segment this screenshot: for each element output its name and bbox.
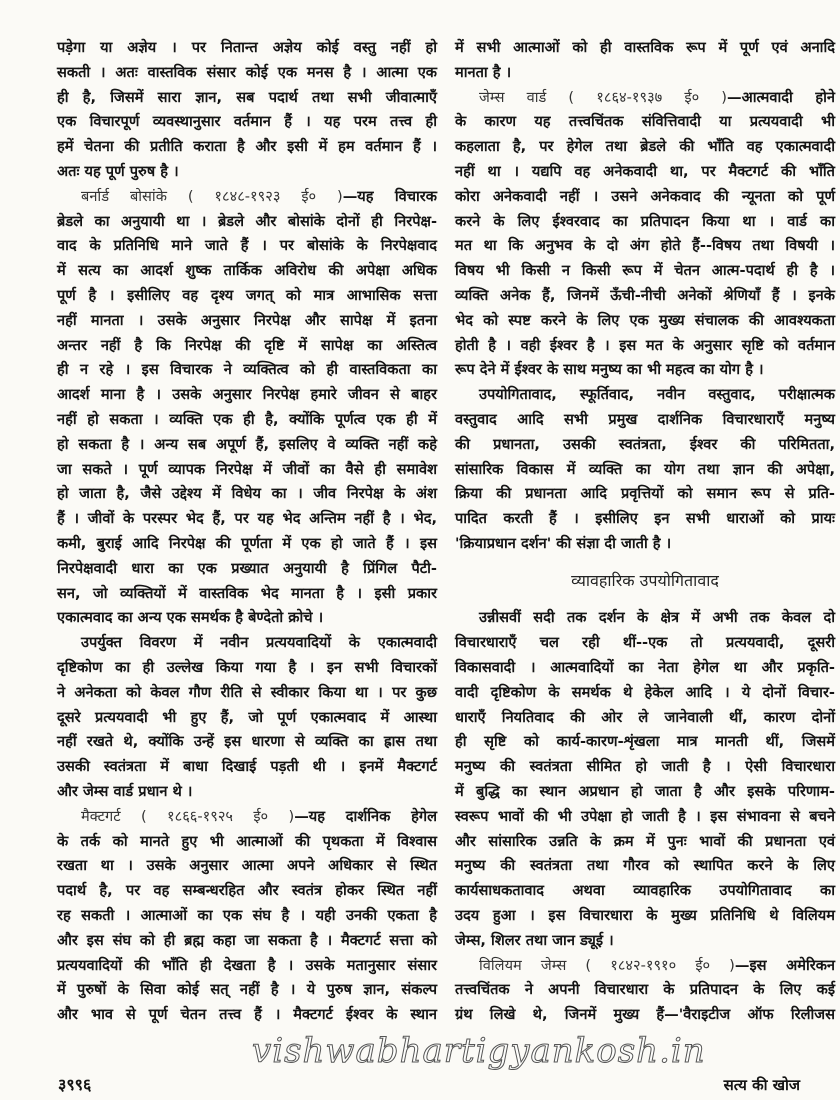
text-line [57, 805, 437, 830]
text-line: पदार्थ है, पर वह सम्बन्धरहित और स्वतंत्र होकर स्थित नहीं [57, 882, 437, 900]
text-line: विचारधाराएँ चल रही थीं--एक तो प्रत्ययवादी, दूसरी [455, 634, 835, 652]
text-line: मानता है । [455, 63, 512, 81]
entry-text: —यह विचारक [342, 187, 437, 205]
text-line: हो सकता है । अन्य सब अपूर्ण हैं, इसलिए वे व्यक्ति नहीं कहे [57, 435, 437, 453]
text-line [455, 954, 835, 979]
text-line: रखता था । उसके अनुसार आत्मा अपने अधिकार से स्थित [57, 857, 437, 875]
text-line: कार्यसाधकतावाद अथवा व्यावहारिक उपयोगितावाद का [455, 882, 835, 900]
text-line: उदय हुआ । इस विचारधारा के मुख्य प्रतिनिधि थे विलियम [455, 907, 835, 924]
text-line: पूर्ण है । इसीलिए वह दृश्य जगत् को मात्र आभासिक सत्ता [57, 287, 437, 304]
text-line: करने के लिए ईश्वरवाद का प्रतिपादन किया था । वार्ड का [455, 212, 835, 230]
left-column [57, 0, 437, 1030]
text-line: भेद को स्पष्ट करने के लिए एक मुख्य संचालक की आवश्यकता [455, 311, 835, 329]
section-heading: व्यावहारिक उपयोगितावाद [571, 571, 719, 591]
text-line: ब्रेडले का अनुयायी था । ब्रेडले और बोसांके दोनों ही निरपेक्ष- [57, 212, 437, 230]
text-line: में सत्य का आदर्श शुष्क तार्किक अविरोध की अपेक्षा अधिक [57, 262, 437, 280]
text-line [455, 86, 835, 111]
right-column [455, 0, 835, 1030]
text-line: एक विचारपूर्ण व्यवस्थानुसार वर्तमान हैं । यह परम तत्त्व ही [57, 113, 437, 131]
text-line: कहलाता है, पर हेगेल तथा ब्रेडले की भाँति वह एकात्मवादी [455, 138, 835, 156]
text-line: विषय भी किसी न किसी रूप में चेतन आत्म-पदार्थ ही है । [455, 262, 835, 280]
text-line: रूप देने में ईश्वर के साथ मनुष्य का भी महत्व का योग है । [455, 361, 764, 379]
text-line: हमें चेतना की प्रतीति कराता है और इसी में हम वर्तमान हैं । [57, 138, 437, 156]
text-line: मनुष्य की स्वतंत्रता तथा गौरव को स्थापित करने के लिए [455, 857, 835, 875]
entry-name-dates: जेम्स वार्ड ( १८६४-१९३७ ई० ) [479, 88, 728, 106]
text-line: ग्रंथ लिखे थे, जिनमें मुख्य हैं—'वैराइटीज ऑफ रिलीजस [455, 1006, 835, 1024]
text-line: नहीं मानता । उसके अनुसार निरपेक्ष और सापेक्ष में इतना [57, 311, 437, 329]
watermark: vishwabhartigyankosh.in [252, 1031, 706, 1071]
text-line: उपयोगितावाद, स्फूर्तिवाद, नवीन वस्तुवाद, परीक्षात्मक [479, 386, 835, 404]
text-line: सकती । अतः वास्तविक संसार कोई एक मनस है । आत्मा एक [57, 63, 437, 81]
text-line: विकासवादी । आत्मवादियों का नेता हेगेल था और प्रकृति- [455, 659, 835, 676]
text-line [57, 185, 437, 210]
text-line: होती है । वही ईश्वर है । इस मत के अनुसार सृष्टि को वर्तमान [455, 336, 835, 354]
text-line: नहीं हो सकता । व्यक्ति एक ही है, क्योंकि पूर्णत्व एक ही में [57, 411, 437, 428]
text-line: अतः यह पूर्ण पुरुष है । [57, 163, 179, 180]
text-line: और भाव से पूर्ण चेतन तत्त्व हैं । मैक्टगर्ट ईश्वर के स्थान [57, 1006, 437, 1024]
text-line: के कारण यह तत्त्वचिंतक संवित्तिवादी या प्रत्ययवादी भी [455, 113, 835, 131]
text-line: उसकी स्वतंत्रता में बाधा दिखाई पड़ती थी । इनमें मैक्टगर्ट [57, 758, 437, 776]
text-line: में बुद्धि का स्थान अप्रधान हो जाता है और इसके परिणाम- [455, 783, 835, 800]
entry-name-dates: विलियम जेम्स ( १८४२-१९१० ई० ) [479, 956, 735, 974]
text-line: कमी, बुराई आदि निरपेक्ष की पूर्णता में एक हो जाते हैं । इस [57, 535, 437, 552]
text-line: उपर्युक्त विवरण में नवीन प्रत्ययवादियों के एकात्मवादी [81, 634, 437, 652]
text-line: ही सृष्टि को कार्य-कारण-शृंखला मात्र मानती थीं, जिसमें [455, 733, 835, 751]
text-line: कोरा अनेकवादी नहीं । उसने अनेकवाद की न्यूनता को पूर्ण [455, 187, 835, 205]
entry-name-dates: मैक्टगर्ट ( १८६६-१९२५ ई० ) [81, 807, 295, 825]
text-line: क्रिया की प्रधानता आदि प्रवृत्तियों को समान रूप से प्रति- [455, 485, 835, 503]
text-line: एकात्मवाद का अन्य एक समर्थक है बेण्देतो क्रोचे । [57, 609, 324, 627]
text-line: धाराएँ नियतिवाद की ओर ले जानेवाली थीं, कारण दोनों [455, 708, 835, 726]
text-line: दृष्टिकोण का ही उल्लेख किया गया है । इन सभी विचारकों [57, 659, 437, 676]
text-line: 'क्रियाप्रधान दर्शन' की संज्ञा दी जाती है । [455, 535, 672, 552]
text-line: सन, जो व्यक्तियों में वास्तविक भेद मानता है । इसी प्रकार [57, 584, 437, 602]
text-line: ही है, जिसमें सारा ज्ञान, सब पदार्थ तथा सभी जीवात्माएँ [57, 88, 437, 106]
text-line: और इस संघ को ही ब्रह्म कहा जा सकता है । मैक्टगर्ट सत्ता को [57, 931, 437, 949]
text-line: उन्नीसवीं सदी तक दर्शन के क्षेत्र में अभी तक केवल दो [479, 609, 835, 627]
text-line: की प्रधानता, उसकी स्वतंत्रता, ईश्वर की परिमितता, [455, 435, 835, 453]
text-line: पादित करती हैं । इसीलिए इन सभी धाराओं को प्रायः [455, 510, 835, 528]
text-line: रह सकती । आत्माओं का एक संघ है । यही उनकी एकता है [57, 907, 437, 924]
text-line: मत था कि अनुभव के दो अंग होते हैं--विषय तथा विषयी । [455, 237, 835, 255]
text-line: हैं । जीवों के परस्पर भेद हैं, पर यह भेद अन्तिम नहीं है । भेद, [57, 510, 437, 528]
text-line: नहीं रखते थे, क्योंकि उन्हें इस धारणा से व्यक्ति का ह्रास तथा [57, 733, 437, 751]
text-line: जेम्स, शिलर तथा जान ड्यूई । [455, 931, 614, 949]
text-line: पड़ेगा या अज्ञेय । पर नितान्त अज्ञेय कोई वस्तु नहीं हो [57, 39, 437, 56]
text-line: व्यक्ति अनेक हैं, जिनमें ऊँची-नीची अनेकों श्रेणियाँ हैं । इनके [455, 287, 835, 304]
text-line: तत्त्वचिंतक ने अपनी विचारधारा के प्रतिपादन के लिए कई [455, 981, 835, 999]
entry-text: —यह दार्शनिक हेगेल [294, 807, 438, 825]
text-line: दूसरे प्रत्ययवादी भी हुए हैं, जो पूर्ण एकात्मवाद में आस्था [57, 708, 437, 726]
text-line: ने अनेकता को केवल गौण रीति से स्वीकार किया था । पर कुछ [57, 683, 437, 701]
text-line: वाद के प्रतिनिधि माने जाते हैं । पर बोसांके के निरपेक्षवाद [57, 237, 437, 255]
text-line: और सांसारिक उन्नति के क्रम में पुनः भावों की प्रधानता एवं [455, 832, 835, 850]
entry-text: —आत्मवादी होने [727, 88, 835, 106]
page-number: ३९९६ [58, 1075, 92, 1094]
entry-text: —इस अमेरिकन [734, 956, 836, 974]
text-line: प्रत्ययवादियों की भाँति ही देखता है । उसके मतानुसार संसार [57, 956, 437, 974]
text-line: नहीं था । यद्यपि वह अनेकवादी था, पर मैक्टगर्ट की भाँति [455, 163, 835, 180]
text-line: हो जाता है, जैसे उद्देश्य में विधेय का । जीव निरपेक्ष के अंश [57, 485, 437, 503]
entry-name-dates: बर्नार्ड बोसांके ( १८४८-१९२३ ई० ) [81, 187, 343, 205]
text-line: स्वरूप भावों की भी उपेक्षा हो जाती है । इस संभावना से बचने [455, 807, 835, 825]
text-line: में सभी आत्माओं को ही वास्तविक रूप में पूर्ण एवं अनादि [455, 39, 835, 56]
text-line: मनुष्य की स्वतंत्रता सीमित हो जाती है । ऐसी विचारधारा [455, 758, 835, 776]
text-line: में पुरुषों के सिवा कोई सत् नहीं है । ये पुरुष ज्ञान, संकल्प [57, 981, 437, 999]
text-line: ही न रहे । इस विचारक ने व्यक्तित्व को ही वास्तविकता का [57, 361, 437, 379]
running-title: सत्य की खोज [723, 1076, 800, 1094]
text-line: निरपेक्षवादी धारा का एक प्रख्यात अनुयायी है प्रिंगिल पैटी- [57, 559, 437, 577]
text-line: आदर्श माना है । उसके अनुसार निरपेक्ष हमारे जीवन से बाहर [57, 386, 437, 404]
text-line: जा सकते । पूर्ण व्यापक निरपेक्ष में जीवों का वैसे ही समावेश [57, 460, 437, 478]
text-line: वादी दृष्टिकोण के समर्थक थे हेकेल आदि । ये दोनों विचार- [455, 683, 835, 701]
text-line: के तर्क को मानते हुए भी आत्माओं की पृथकता में विश्वास [57, 832, 437, 850]
text-line: सांसारिक विकास में व्यक्ति का योग तथा ज्ञान की अपेक्षा, [455, 460, 835, 478]
text-line: अन्तर नहीं है कि निरपेक्ष की दृष्टि में सापेक्ष का अस्तित्व [57, 336, 437, 354]
text-line: और जेम्स वार्ड प्रधान थे । [57, 783, 193, 800]
text-line: वस्तुवाद आदि सभी प्रमुख दार्शनिक विचारधाराएँ मनुष्य [455, 411, 835, 428]
